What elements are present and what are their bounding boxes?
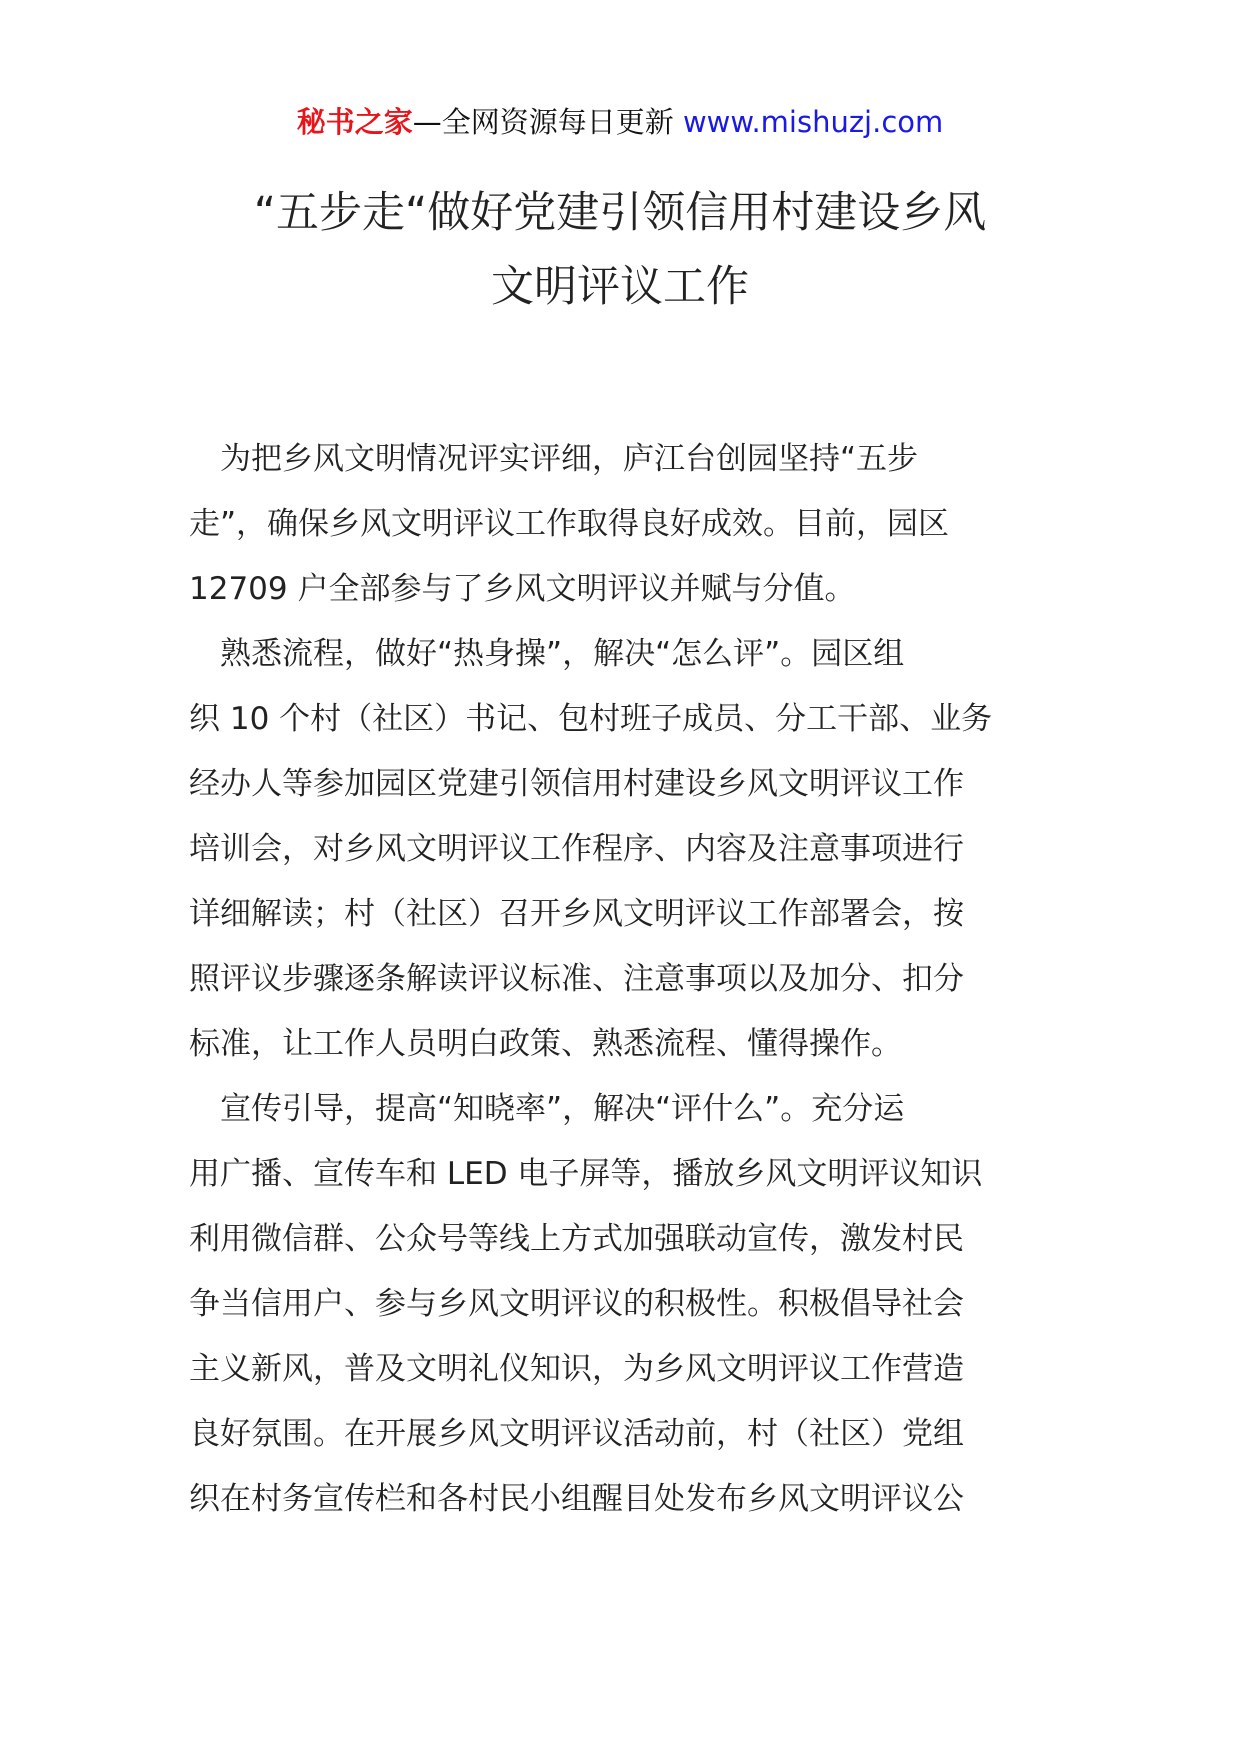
site-url-link[interactable]: www.mishuzj.com: [682, 105, 944, 139]
body-line: 走”，确保乡风文明评议工作取得良好成效。目前，园区: [189, 506, 950, 542]
body-line: 详细解读；村（社区）召开乡风文明评议工作部署会，按: [189, 896, 964, 932]
body-line: 经办人等参加园区党建引领信用村建设乡风文明评议工作: [189, 766, 964, 802]
body-line: 争当信用户、参与乡风文明评议的积极性。积极倡导社会: [189, 1286, 964, 1322]
body-line: 为把乡风文明情况评实评细，庐江台创园坚持“五步: [189, 441, 919, 477]
body-line: 良好氛围。在开展乡风文明评议活动前，村（社区）党组: [189, 1416, 964, 1452]
site-header: [0, 102, 1240, 142]
brand-name: 秘书之家: [296, 105, 413, 139]
body-line: 用广播、宣传车和 LED 电子屏等，播放乡风文明评议知识: [189, 1156, 983, 1192]
body-line: 宣传引导，提高“知晓率”，解决“评什么”。充分运: [189, 1091, 905, 1127]
body-line: 12709 户全部参与了乡风文明评议并赋与分值。: [189, 571, 856, 607]
title-line-2: 文明评议工作: [491, 262, 749, 312]
body-line: 利用微信群、公众号等线上方式加强联动宣传，激发村民: [189, 1221, 964, 1257]
document-title: [160, 176, 1080, 324]
header-slogan: —全网资源每日更新: [412, 105, 683, 139]
body-line: 培训会，对乡风文明评议工作程序、内容及注意事项进行: [189, 831, 964, 867]
document-body: [189, 427, 1059, 1532]
body-line: 照评议步骤逐条解读评议标准、注意事项以及加分、扣分: [189, 961, 964, 997]
body-line: 织 10 个村（社区）书记、包村班子成员、分工干部、业务: [189, 701, 993, 737]
body-line: 标准，让工作人员明白政策、熟悉流程、懂得操作。: [189, 1026, 902, 1062]
body-line: 织在村务宣传栏和各村民小组醒目处发布乡风文明评议公: [189, 1481, 964, 1517]
body-line: 熟悉流程，做好“热身操”，解决“怎么评”。园区组: [189, 636, 905, 672]
title-line-1: “五步走“做好党建引领信用村建设乡风: [253, 188, 987, 238]
body-line: 主义新风，普及文明礼仪知识，为乡风文明评议工作营造: [189, 1351, 964, 1387]
